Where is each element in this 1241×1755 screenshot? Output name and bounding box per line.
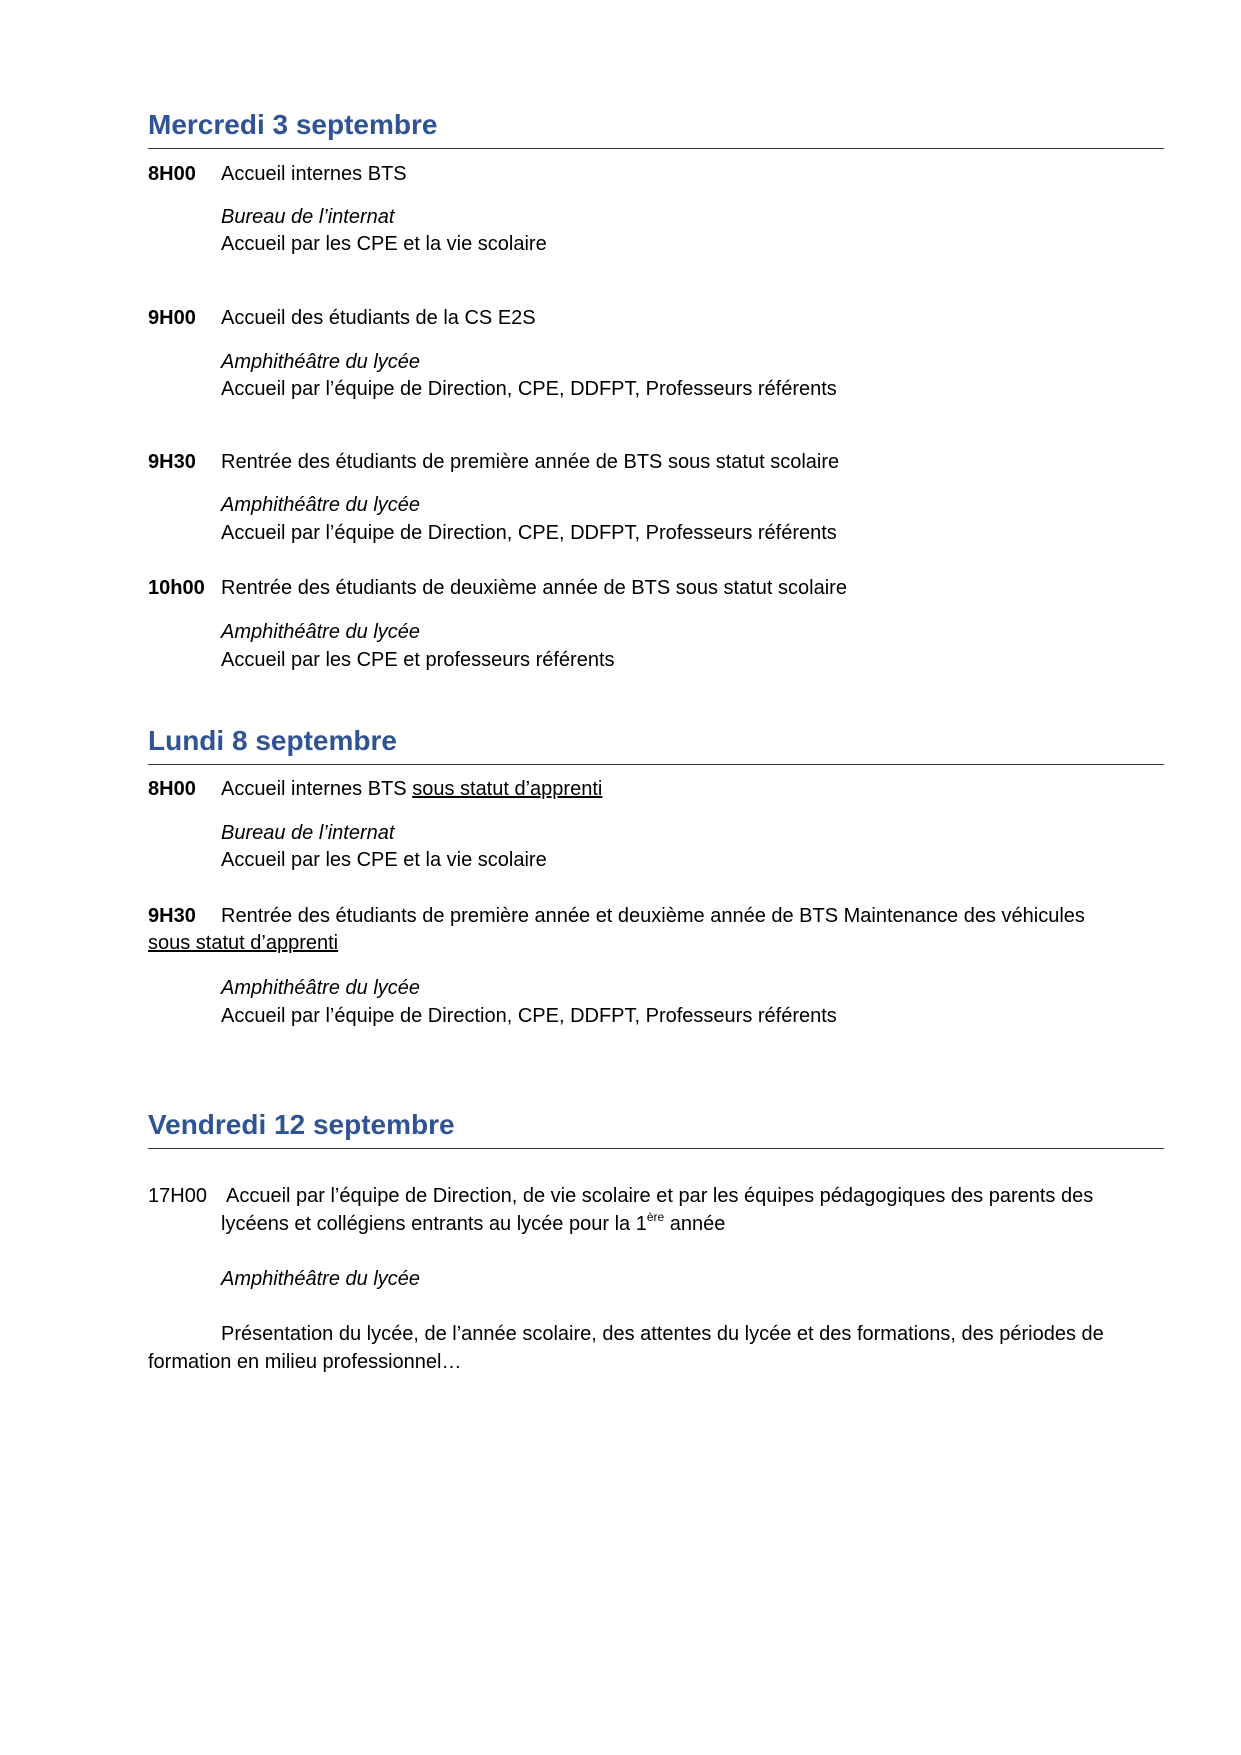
entry-title: Rentrée des étudiants de deuxième année de BTS sous statut scolaire bbox=[221, 577, 847, 599]
schedule-entry bbox=[148, 903, 1085, 929]
entry-time: 10h00 bbox=[148, 577, 205, 599]
schedule-entry bbox=[148, 776, 602, 802]
entry-time: 8H00 bbox=[148, 163, 196, 185]
entry-title: Accueil internes BTS bbox=[221, 778, 413, 800]
entry-description: Accueil par l’équipe de Direction, CPE, DDFPT, Professeurs référents bbox=[221, 522, 837, 544]
entry-location: Amphithéâtre du lycée bbox=[221, 1268, 421, 1290]
entry-time: 9H00 bbox=[148, 307, 196, 329]
entry-description: Accueil par les CPE et la vie scolaire bbox=[221, 849, 547, 871]
entry-title: Accueil par l’équipe de Direction, de vie scolaire et par les équipes pédagogiques des parents des bbox=[226, 1185, 1094, 1207]
entry-title-underlined: sous statut d’apprenti bbox=[412, 778, 603, 800]
entry-location: Amphithéâtre du lycée bbox=[221, 494, 421, 516]
entry-location: Amphithéâtre du lycée bbox=[221, 621, 421, 643]
entry-description: Accueil par l’équipe de Direction, CPE, DDFPT, Professeurs référents bbox=[221, 1005, 837, 1027]
schedule-entry bbox=[148, 575, 847, 601]
entry-description: Accueil par l’équipe de Direction, CPE, DDFPT, Professeurs référents bbox=[221, 378, 837, 400]
entry-title: Rentrée des étudiants de première année et deuxième année de BTS Maintenance des véhicules bbox=[221, 905, 1085, 927]
entry-time: 9H30 bbox=[148, 905, 196, 927]
entry-title-underlined: sous statut d’apprenti bbox=[148, 932, 339, 954]
superscript: ère bbox=[646, 1210, 665, 1224]
entry-title-continuation bbox=[148, 930, 338, 956]
entry-title-part: année bbox=[664, 1213, 726, 1235]
entry-description: Accueil par les CPE et la vie scolaire bbox=[221, 233, 547, 255]
schedule-entry bbox=[148, 161, 407, 187]
section-heading-mercredi: Mercredi 3 septembre bbox=[148, 108, 1164, 149]
entry-description: Présentation du lycée, de l’année scolaire, des attentes du lycée et des formations, des périodes de bbox=[221, 1323, 1104, 1345]
entry-time: 9H30 bbox=[148, 451, 196, 473]
entry-time: 17H00 bbox=[148, 1185, 207, 1207]
entry-location: Bureau de l’internat bbox=[221, 206, 395, 228]
schedule-entry bbox=[148, 1183, 1093, 1209]
entry-description-continuation: formation en milieu professionnel… bbox=[148, 1351, 462, 1373]
entry-title: Accueil des étudiants de la CS E2S bbox=[221, 307, 536, 329]
schedule-entry bbox=[148, 305, 536, 331]
section-heading-lundi: Lundi 8 septembre bbox=[148, 724, 1164, 765]
entry-title: Rentrée des étudiants de première année de BTS sous statut scolaire bbox=[221, 451, 840, 473]
entry-time: 8H00 bbox=[148, 778, 196, 800]
entry-title-continuation bbox=[221, 1211, 725, 1237]
section-heading-vendredi: Vendredi 12 septembre bbox=[148, 1108, 1164, 1149]
entry-location: Bureau de l’internat bbox=[221, 822, 395, 844]
entry-title-part: lycéens et collégiens entrants au lycée pour la 1 bbox=[221, 1213, 647, 1235]
schedule-entry bbox=[148, 449, 839, 475]
entry-title: Accueil internes BTS bbox=[221, 163, 407, 185]
entry-location: Amphithéâtre du lycée bbox=[221, 977, 421, 999]
entry-description: Accueil par les CPE et professeurs référents bbox=[221, 649, 615, 671]
entry-location: Amphithéâtre du lycée bbox=[221, 351, 421, 373]
